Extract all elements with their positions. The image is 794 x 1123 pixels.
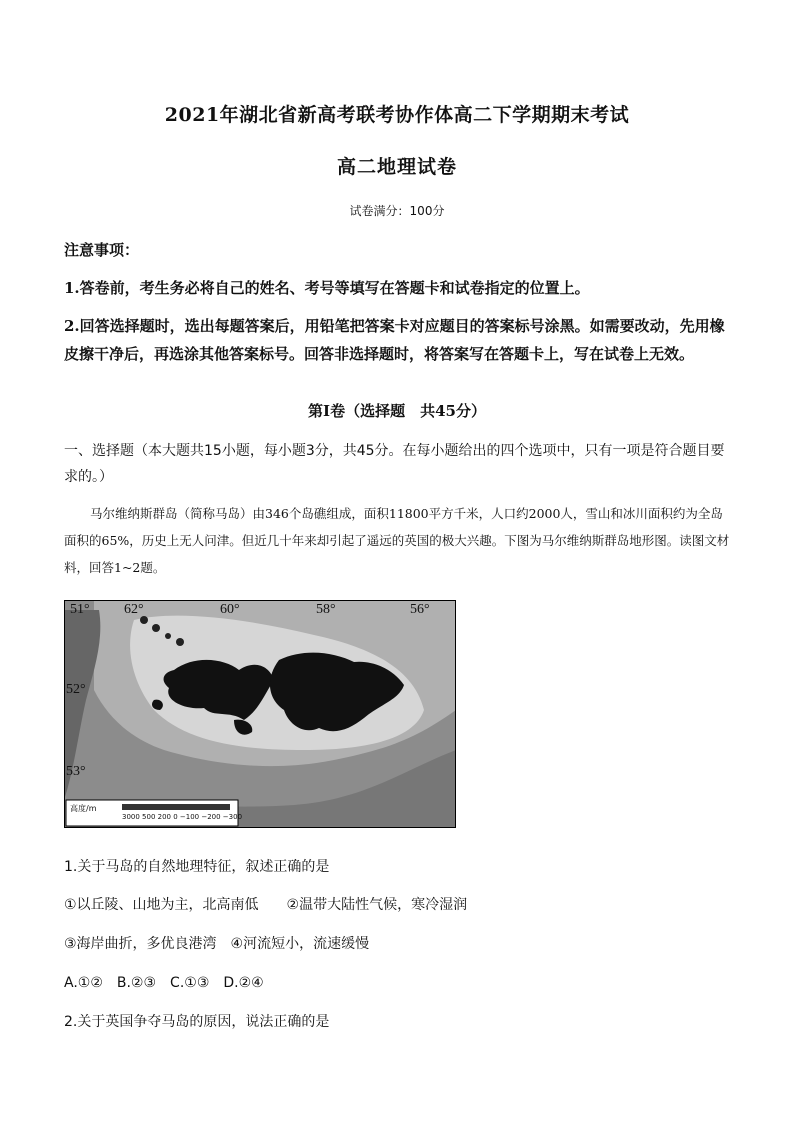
map-lat-label-1: 52° bbox=[66, 682, 86, 697]
map-legend-title: 高度/m bbox=[70, 804, 97, 813]
question-1-options-row-2: ③海岸曲折，多优良港湾 ④河流短小，流速缓慢 bbox=[64, 936, 370, 952]
map-islet-6 bbox=[176, 638, 184, 646]
exam-title: 2021年湖北省新高考联考协作体高二下学期期末考试 bbox=[164, 104, 630, 126]
notice-heading: 注意事项： bbox=[64, 241, 140, 259]
map-lon-label-3: 60° bbox=[220, 602, 240, 617]
question-1-stem: 1.关于马岛的自然地理特征，叙述正确的是 bbox=[64, 859, 330, 875]
question-2-stem: 2.关于英国争夺马岛的原因，说法正确的是 bbox=[64, 1014, 330, 1030]
map-lon-label-2: 62° bbox=[124, 602, 144, 617]
notice-item-1: 1.答卷前，考生务必将自己的姓名、考号等填写在答题卡和试卷指定的位置上。 bbox=[64, 279, 590, 297]
terrain-map-figure bbox=[64, 600, 456, 828]
terrain-map bbox=[64, 600, 456, 828]
map-legend-bar bbox=[122, 804, 230, 810]
reading-passage: 马尔维纳斯群岛（简称马岛）由346个岛礁组成，面积11800平方千米，人口约2000人，雪山和冰川面积约为全岛面积的65%，历史上无人问津。但近几十年来却引起了遥远的英国的极大兴趣。下图为马尔维纳斯群岛地形图。读图文材料，回答1~2题。 bbox=[64, 506, 730, 575]
map-lat-label-2: 53° bbox=[66, 764, 86, 779]
map-islet-4 bbox=[152, 624, 160, 632]
section-title: 第Ⅰ卷（选择题 共45分） bbox=[308, 402, 486, 420]
question-1-answers: A.①② B.②③ C.①③ D.②④ bbox=[64, 975, 264, 991]
map-islet-5 bbox=[165, 633, 171, 639]
question-1-options-row-1: ①以丘陵、山地为主，北高南低 ②温带大陆性气候，寒冷湿润 bbox=[64, 897, 468, 913]
full-score: 试卷满分：100分 bbox=[349, 204, 445, 218]
map-lon-label-5: 56° bbox=[410, 602, 430, 617]
map-lon-label-1: 51° bbox=[70, 602, 90, 617]
exam-subtitle: 高二地理试卷 bbox=[336, 156, 457, 178]
section-intro: 一、选择题（本大题共15小题，每小题3分，共45分。在每小题给出的四个选项中，只有一项是符合题目要求的。） bbox=[64, 443, 725, 485]
map-legend-scale: 3000 500 200 0 −100 −200 −300 bbox=[122, 813, 243, 821]
notice-item-2: 2.回答选择题时，选出每题答案后，用铅笔把答案卡对应题目的答案标号涂黑。如需要改动，先用橡皮擦干净后，再选涂其他答案标号。回答非选择题时，将答案写在答题卡上，写在试卷上无效。 bbox=[64, 317, 725, 363]
map-lon-label-4: 58° bbox=[316, 602, 336, 617]
